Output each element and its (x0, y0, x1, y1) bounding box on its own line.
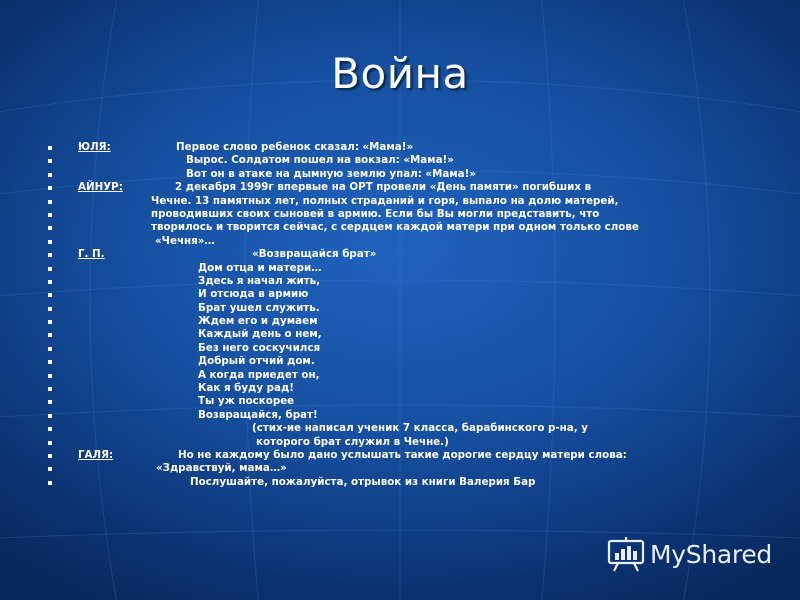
list-item (46, 208, 786, 221)
line-text: Но не каждому было дано услышать такие дорогие сердцу матери слова: (178, 448, 627, 461)
line-text: которого брат служил в Чечне.) (256, 435, 449, 448)
list-item (46, 275, 786, 288)
line-text: творилось и творится сейчас, с сердцем каждой матери при одном только слове (151, 221, 639, 234)
line-text: 2 декабря 1999г впервые на ОРТ провели «День памяти» погибших в (175, 181, 592, 194)
line-text: Вырос. Солдатом пошел на вокзал: «Мама!» (186, 154, 454, 167)
myshared-watermark (606, 534, 786, 574)
bullet-icon (48, 441, 52, 445)
bullet-icon (48, 374, 52, 378)
list-item (46, 288, 786, 301)
line-text: проводивших своих сыновей в армию. Если бы Вы могли представить, что (151, 207, 600, 220)
list-item (46, 462, 786, 475)
bullet-icon (48, 159, 52, 163)
speaker-label: АЙНУР: (78, 181, 123, 194)
line-text: Дом отца и матери… (198, 261, 322, 274)
list-item (46, 154, 786, 167)
bullet-icon (48, 360, 52, 364)
list-item (46, 395, 786, 408)
speaker-label: Г. П. (78, 248, 105, 261)
list-item (46, 342, 786, 355)
list-item (46, 235, 786, 248)
speaker-label: ЮЛЯ: (78, 141, 111, 153)
line-text: Добрый отчий дом. (198, 355, 315, 368)
watermark-text: MyShared (650, 539, 772, 569)
list-item (46, 449, 786, 462)
list-item (46, 315, 786, 328)
line-text: Послушайте, пожалуйста, отрывок из книги Валерия Бар (190, 475, 536, 488)
bullet-icon (48, 320, 52, 324)
line-text: Возвращайся, брат! (198, 408, 318, 421)
line-text: Каждый день о нем, (198, 328, 322, 341)
bullet-icon (48, 307, 52, 311)
bullet-icon (48, 146, 52, 150)
line-text: Как я буду рад! (198, 382, 294, 395)
line-text: «Возвращайся брат» (252, 248, 377, 261)
bullet-icon (48, 253, 52, 257)
line-text: «Здравствуй, мама…» (156, 462, 287, 475)
bullet-icon (48, 333, 52, 337)
bullet-icon (48, 427, 52, 431)
bullet-icon (48, 173, 52, 177)
bullet-icon (48, 400, 52, 404)
list-item (46, 221, 786, 234)
bullet-icon (48, 226, 52, 230)
list-item (46, 181, 786, 194)
bullet-icon (48, 293, 52, 297)
list-item (46, 409, 786, 422)
list-item (46, 422, 786, 435)
line-text: Без него соскучился (198, 341, 321, 354)
line-text: (стих-ие написал ученик 7 класса, барабинского р-на, у (252, 422, 588, 435)
list-item (46, 436, 786, 449)
myshared-logo-icon (606, 535, 646, 573)
slide-title: Война (331, 49, 469, 98)
list-item (46, 195, 786, 208)
line-text: Вот он в атаке на дымную землю упал: «Мама!» (186, 167, 476, 180)
list-item (46, 328, 786, 341)
slide-text-list (46, 141, 786, 489)
list-item (46, 141, 786, 154)
line-text: Первое слово ребенок сказал: «Мама!» (176, 141, 414, 153)
list-item (46, 382, 786, 395)
list-item (46, 302, 786, 315)
list-item (46, 369, 786, 382)
bullet-icon (48, 213, 52, 217)
bullet-icon (48, 280, 52, 284)
line-text: «Чечня»… (155, 234, 215, 247)
line-text: И отсюда в армию (198, 288, 309, 301)
bullet-icon (48, 467, 52, 471)
list-item (46, 168, 786, 181)
bullet-icon (48, 186, 52, 190)
bullet-icon (48, 481, 52, 485)
speaker-label: ГАЛЯ: (78, 448, 114, 461)
line-text: Ты уж поскорее (198, 395, 295, 408)
bullet-icon (48, 347, 52, 351)
bullet-icon (48, 387, 52, 391)
list-item (46, 476, 786, 489)
bullet-icon (48, 414, 52, 418)
line-text: Чечне. 13 памятных лет, полных страданий и горя, выпало на долю матерей, (151, 194, 619, 207)
line-text: Здесь я начал жить, (198, 274, 321, 287)
bullet-icon (48, 200, 52, 204)
line-text: Брат ушел служить. (198, 301, 320, 314)
line-text: А когда приедет он, (198, 368, 320, 381)
list-item (46, 355, 786, 368)
bullet-icon (48, 454, 52, 458)
list-item (46, 248, 786, 261)
list-item (46, 262, 786, 275)
bullet-icon (48, 267, 52, 271)
bullet-icon (48, 240, 52, 244)
line-text: Ждем его и думаем (198, 315, 318, 328)
